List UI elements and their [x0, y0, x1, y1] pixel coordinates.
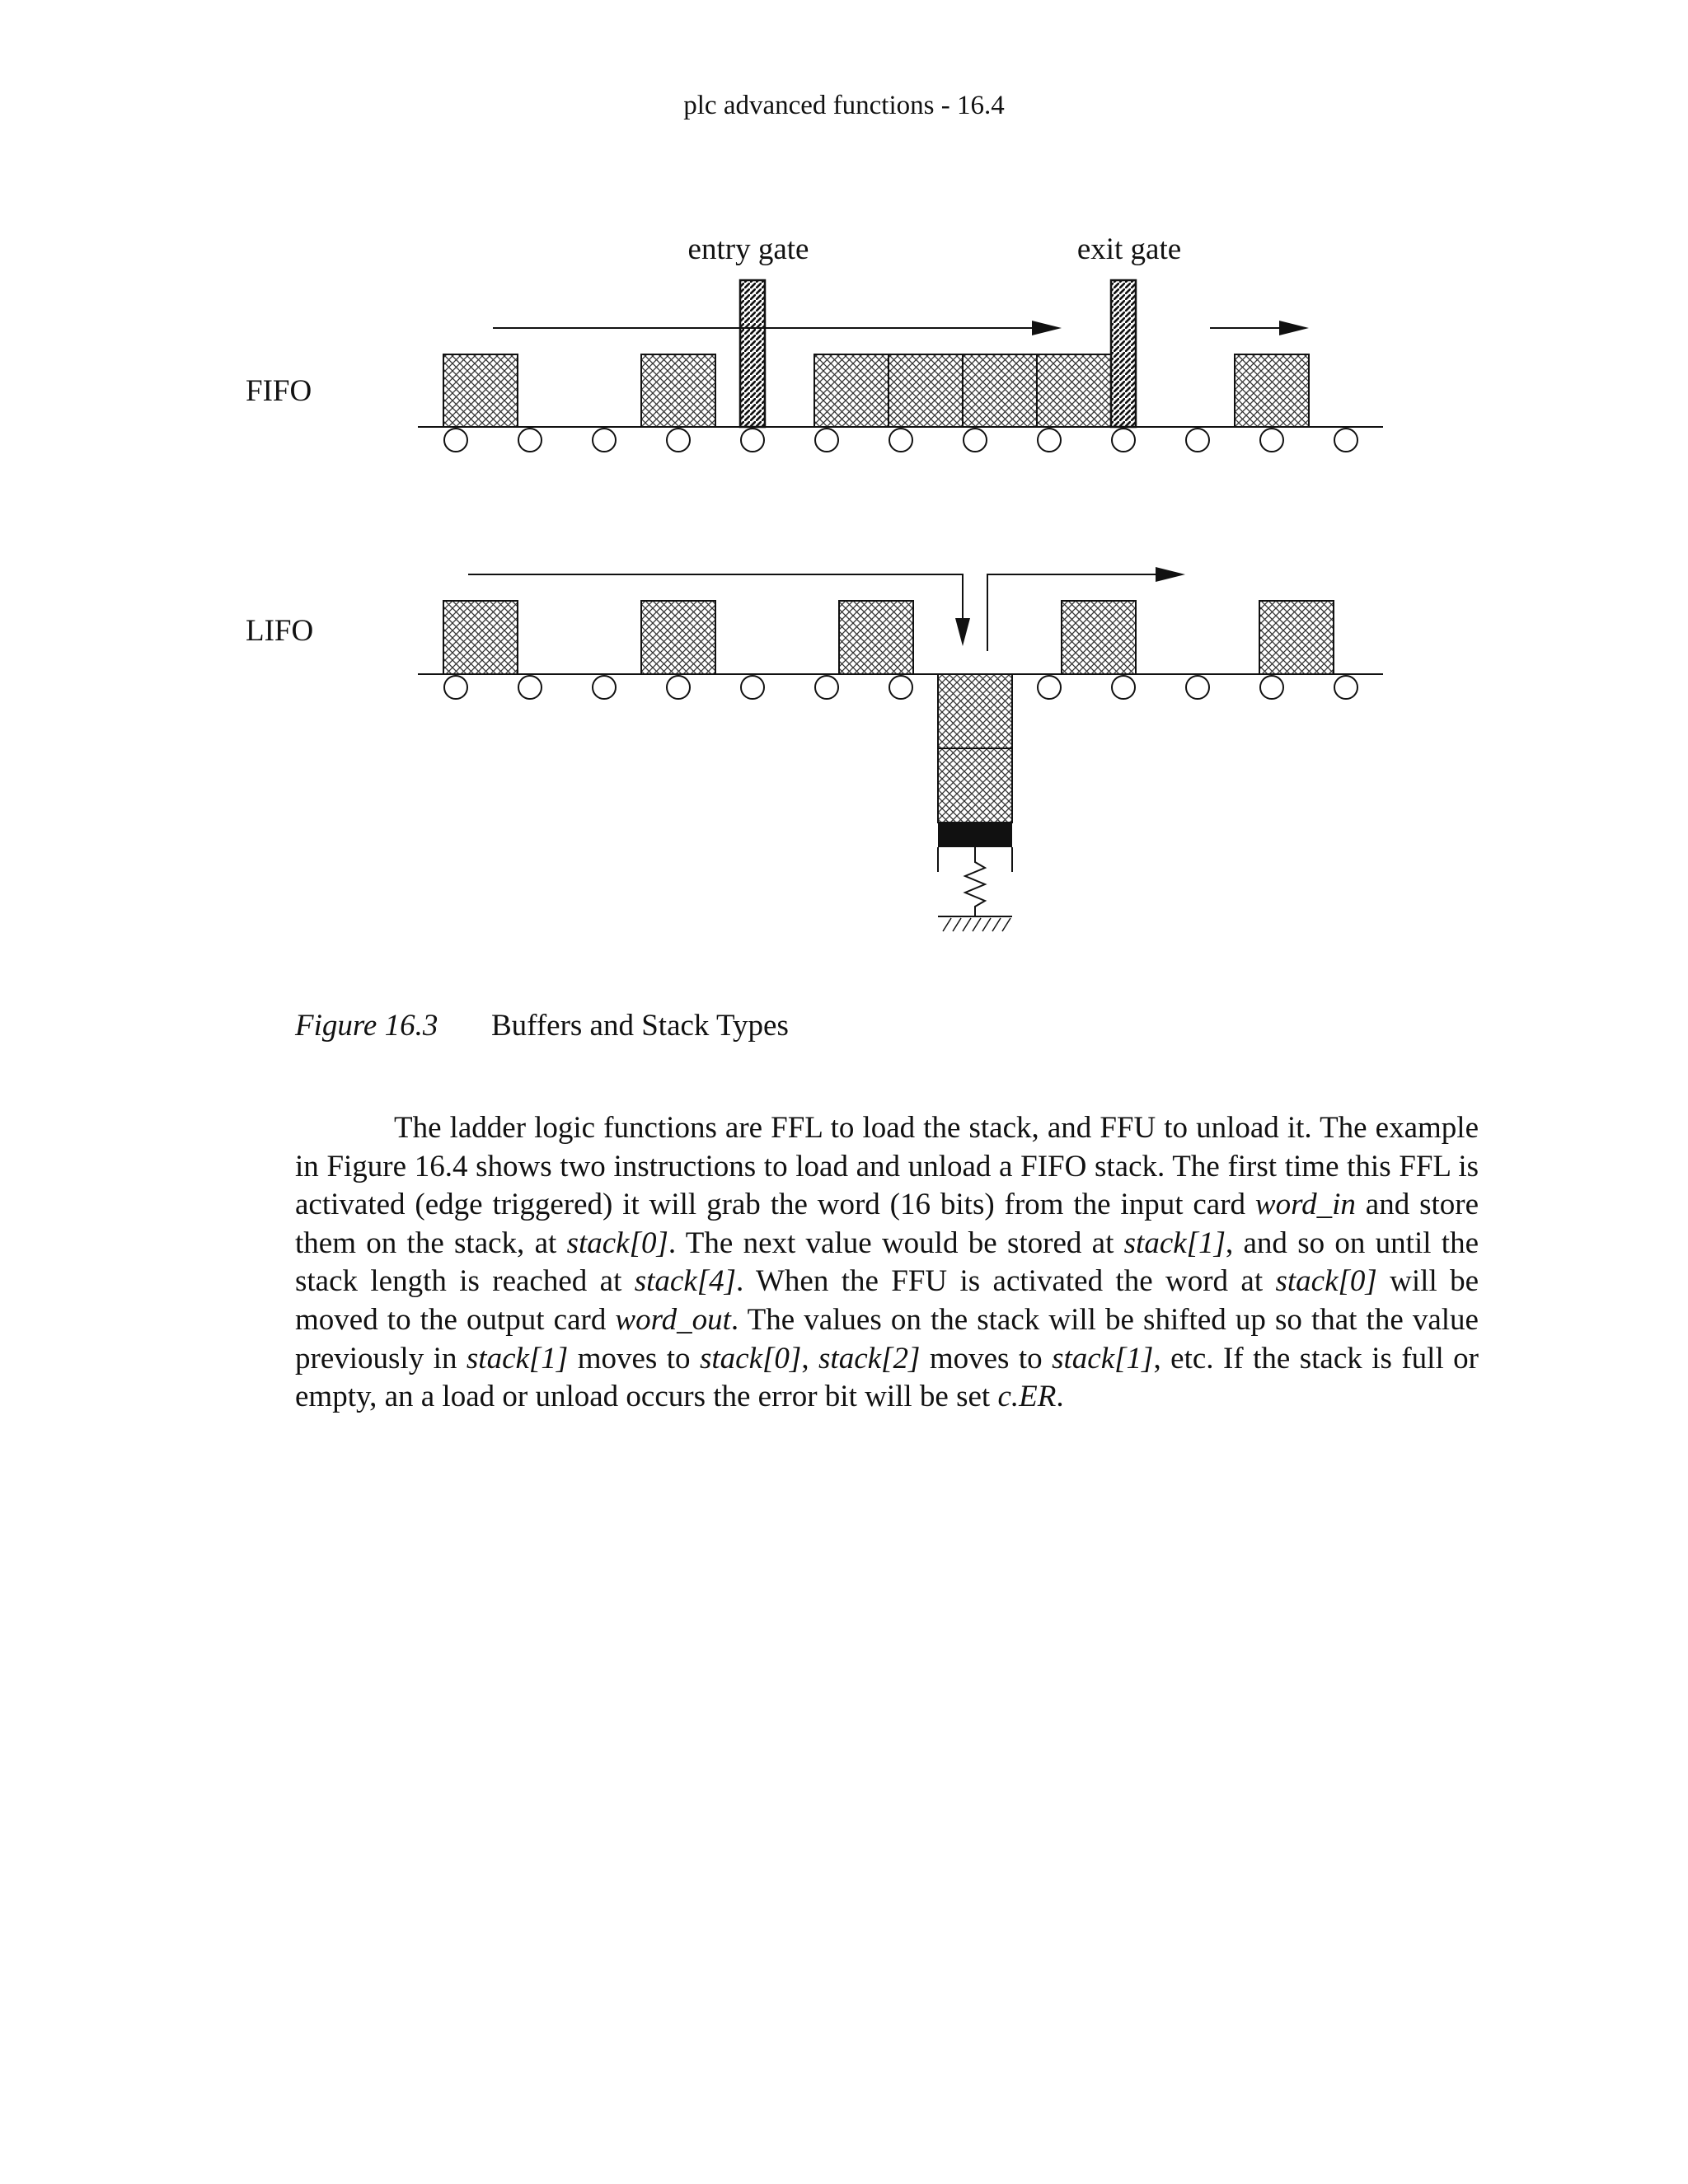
- code-term: c.ER: [997, 1380, 1057, 1414]
- code-term: stack[0]: [699, 1341, 802, 1376]
- stack-platform: [938, 823, 1012, 847]
- text-run: , etc. If the stack is full or empty, an a load or unload occurs the error bit will be set: [295, 1341, 1479, 1414]
- roller: [1112, 429, 1135, 452]
- text-run: . The next value would be stored at: [668, 1226, 1124, 1260]
- roller: [518, 429, 542, 452]
- roller: [1260, 676, 1283, 699]
- roller: [1334, 676, 1357, 699]
- code-term: stack[0]: [566, 1226, 668, 1260]
- roller: [741, 676, 764, 699]
- code-term: word_out: [615, 1302, 731, 1337]
- code-term: word_in: [1254, 1188, 1356, 1222]
- lifo-conveyor: [418, 567, 1383, 931]
- figure-caption: [295, 1007, 789, 1045]
- page-header: plc advanced functions - 16.4: [683, 91, 1005, 120]
- exit-gate: [1111, 280, 1136, 427]
- roller: [1186, 676, 1209, 699]
- roller: [593, 429, 616, 452]
- code-term: stack[2]: [818, 1341, 921, 1376]
- fifo-conveyor: [418, 280, 1383, 452]
- text-run: ,: [801, 1341, 819, 1376]
- roller: [815, 429, 838, 452]
- stack-box: [938, 674, 1012, 748]
- roller: [1334, 429, 1357, 452]
- roller: [964, 429, 987, 452]
- fifo-rollers: [444, 429, 1357, 452]
- fifo-box: [1235, 354, 1309, 427]
- text-run: The ladder logic functions are FFL to load the stack, and FFU to unload it. The example in Figure 16.4 shows two instructions to load and unload a FIFO stack. The first time this FFL is activated (edge triggered) it will grab the word (16 bits) from the input card: [295, 1111, 1479, 1222]
- code-term: stack[1]: [1123, 1226, 1226, 1260]
- ground-hatch: [943, 918, 1010, 931]
- roller: [444, 429, 467, 452]
- lifo-box: [839, 601, 913, 674]
- stack-box: [938, 748, 1012, 823]
- roller: [1038, 429, 1061, 452]
- roller: [889, 676, 912, 699]
- stack-spring: [965, 847, 985, 916]
- text-run: and store them on the stack, at: [295, 1188, 1479, 1260]
- lifo-box: [443, 601, 518, 674]
- roller: [593, 676, 616, 699]
- text-run: . When the FFU is activated the word at: [736, 1264, 1276, 1299]
- fifo-box: [963, 354, 1037, 427]
- figure-number: Figure 16.3: [295, 1009, 438, 1043]
- entry-gate: [740, 280, 765, 427]
- roller: [1260, 429, 1283, 452]
- roller: [815, 676, 838, 699]
- lifo-rollers: [444, 676, 1357, 699]
- code-term: stack[1]: [466, 1341, 569, 1376]
- fifo-box: [641, 354, 715, 427]
- buffers-stack-diagram: [0, 0, 1688, 972]
- code-term: stack[1]: [1052, 1341, 1154, 1376]
- entry-gate-label: entry gate: [687, 232, 809, 266]
- text-run: . The values on the stack will be shifted up so that the value previously in: [295, 1302, 1479, 1376]
- text-run: will be moved to the output card: [295, 1264, 1479, 1337]
- code-term: stack[0]: [1275, 1264, 1377, 1299]
- lifo-box: [1259, 601, 1334, 674]
- fifo-box: [443, 354, 518, 427]
- roller: [444, 676, 467, 699]
- text-run: .: [1056, 1380, 1064, 1414]
- fifo-label: FIFO: [246, 374, 312, 408]
- fifo-box: [814, 354, 889, 427]
- fifo-exit-arrow: [1210, 321, 1309, 335]
- fifo-box: [889, 354, 963, 427]
- figure-title: Buffers and Stack Types: [491, 1009, 789, 1043]
- roller: [1112, 676, 1135, 699]
- roller: [1038, 676, 1061, 699]
- roller: [1186, 429, 1209, 452]
- lifo-label: LIFO: [246, 614, 314, 648]
- exit-gate-label: exit gate: [1076, 232, 1182, 266]
- code-term: stack[4]: [634, 1264, 737, 1299]
- lifo-stack: [938, 674, 1012, 931]
- roller: [667, 676, 690, 699]
- text-run: moves to: [920, 1341, 1053, 1376]
- roller: [889, 429, 912, 452]
- roller: [741, 429, 764, 452]
- roller: [667, 429, 690, 452]
- fifo-flow-arrow: [493, 321, 1062, 335]
- fifo-box: [1037, 354, 1111, 427]
- text-run: , and so on until the stack length is reached at: [295, 1226, 1479, 1299]
- lifo-box: [1062, 601, 1136, 674]
- body-paragraph: [295, 1109, 1479, 1417]
- lifo-box: [641, 601, 715, 674]
- roller: [518, 676, 542, 699]
- text-run: moves to: [568, 1341, 700, 1376]
